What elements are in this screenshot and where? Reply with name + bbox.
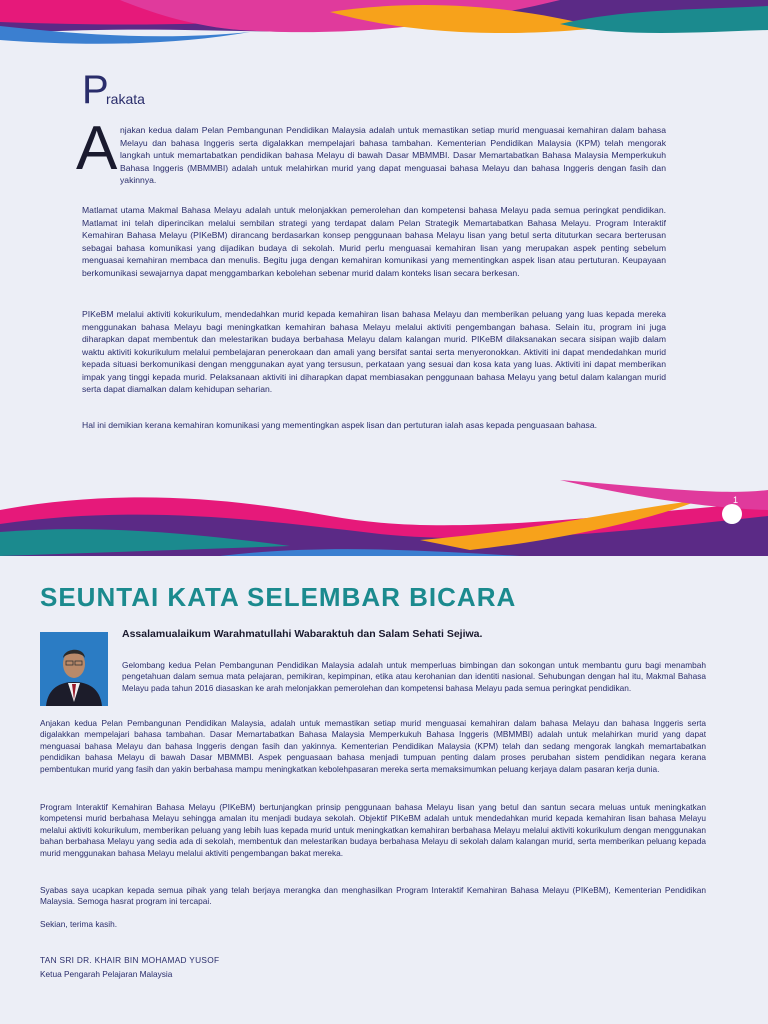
paragraph: Gelombang kedua Pelan Pembangunan Pendidikan Malaysia adalah untuk memperluas bimbingan dan sokongan untuk membantu guru bagi menambah pengetahuan dalam semua mata pelajaran, pemikiran, kepimpinan, etika atau kerohanian dan identiti nasional. Sehubungan dengan hal itu, Makmal Bahasa Melayu pada tahun 2016 diasaskan ke arah melonjakkan pemerolehan dan kompetensi bahasa Melayu pada semua peringkat pendidikan. [122,660,706,693]
greeting: Assalamualaikum Warahmatullahi Wabaraktuh dan Salam Sehati Sejiwa. [122,628,483,640]
signatory-title: Ketua Pengarah Pelajaran Malaysia [40,969,173,979]
closing-line: Sekian, terima kasih. [40,919,118,929]
paragraph: PIKeBM melalui aktiviti kokurikulum, mendedahkan murid kepada kemahiran lisan bahasa Melayu dan memberikan peluang yang luas kepada mereka menggunakan bahasa Melayu bagi meningkatkan kemahiran bahasa Melayu melalui aktiviti pengembangan bahasa. Selain itu, program ini juga diharapkan dapat membentuk dan melestarikan budaya berbahasa Melayu dalam kalangan murid. PIKeBM dilaksanakan secara sisipan wajib dalam waktu aktiviti kokurikulum melalui pembelajaran penerokaan dan amali yang bersifat santai serta menyeronokkan. Aktiviti ini dapat mendedahkan murid kepada situasi berkomunikasi dengan menggunakan ayat yang tersusun, perkataan yang sesuai dan kosa kata yang luas. Aktiviti ini dapat memberikan impak yang tinggi kepada murid. Pelaksanaan aktiviti ini diharapkan dapat membiasakan penggunaan bahasa Melayu yang betul dalam kalangan murid serta dapat diamalkan dalam kehidupan seharian. [82,309,666,394]
paragraph: Program Interaktif Kemahiran Bahasa Melayu (PIKeBM) bertunjangkan prinsip penggunaan bahasa Melayu lisan yang betul dan santun secara meluas untuk meningkatkan kompetensi murid berbahasa Melayu sehingga amalan itu menjadi budaya sekolah. Objektif PIKeBM adalah untuk mendedahkan murid kepada kemahiran lisan bahasa Melayu melalui aktiviti kokurikulum, memberikan peluang yang lebih luas kepada murid untuk meningkatkan kemahiran berbahasa Melayu melalui aktiviti kokurikulum dengan menggunakan bahan berbahasa Melayu yang sedia ada di sekolah, membentuk dan melestarikan budaya berbahasa Melayu di sekolah dalam kalangan murid, serta memberikan peluang kepada murid menggunakan bahasa Melayu melalui aktiviti pengembangan bakat mereka. [40,802,706,858]
portrait-photo [40,632,108,706]
paragraph: Matlamat utama Makmal Bahasa Melayu adalah untuk melonjakkan pemerolehan dan kompetensi bahasa Melayu pada semua peringkat pendidikan. Matlamat ini telah diperincikan melalui sembilan strategi yang terdapat dalam Pelan Strategik Memartabatkan Bahasa Melayu. Program Interaktif Kemahiran Bahasa Melayu (PIKeBM) dirancang berdasarkan konsep penggunaan bahasa Melayu lisan yang betul serta dituturkan secara berterusan sebagai bahasa komunikasi yang dijadikan budaya di sekolah. Murid perlu menguasai kemahiran lisan yang merupakan aspek penting sebelum menguasai kemahiran membaca dan menulis. Begitu juga dengan kemahiran komunikasi yang mementingkan aspek lisan atau pertuturan. Keupayaan berkomunikasi sewajarnya dapat menggambarkan kebolehan sebenar murid dalam konteks lisan secara berkesan. [82,205,666,278]
message-page [0,556,768,1024]
paragraph: Anjakan kedua Pelan Pembangunan Pendidikan Malaysia, adalah untuk memastikan setiap murid menguasai kemahiran dalam bahasa Melayu dan bahasa Inggeris serta digalakkan mempelajari bahasa tambahan. Dasar Memartabatkan Bahasa Malaysia Memperkukuh Bahasa Inggeris (MBMMBI) adalah untuk melahirkan murid yang dapat menguasai bahasa Melayu dan bahasa Inggeris dengan fasih dan yakinnya. Kementerian Pendidikan Malaysia (KPM) telah dan sedang mengorak langkah memartabatkan pendidikan bahasa Melayu di bawah Dasar MBMMBI. Aspek penguasaan bahasa menjadi tumpuan penting dalam proses perubahan sistem pendidikan negara kerana pembentukan murid yang fasih dan yakin berbahasa mampu meningkatkan kebolehpasaran mereka serta memaksimumkan peluang kerjaya dalam pasaran kerja dunia. [40,718,706,774]
drop-cap: A [76,114,118,183]
page-title: rakata [106,91,145,107]
section-heading: SEUNTAI KATA SELEMBAR BICARA [40,582,517,612]
page-number: 1 [733,495,739,505]
decorative-wave-bottom [0,480,768,556]
paragraph: njakan kedua dalam Pelan Pembangunan Pendidikan Malaysia adalah untuk memastikan setiap murid menguasai kemahiran dalam bahasa Melayu dan bahasa Inggeris serta digalakkan mempelajari bahasa tambahan. Kementerian Pendidikan Malaysia (KPM) telah mengorak langkah untuk memartabatkan pendidikan bahasa Melayu di bawah Dasar MBMMBI. Dasar Memartabatkan Bahasa Malaysia Memperkukuh Bahasa Inggeris (MBMMBI) adalah untuk melahirkan murid yang dapat menguasai bahasa Melayu dan bahasa Inggeris dengan fasih dan yakinnya. [120,125,666,185]
paragraph: Syabas saya ucapkan kepada semua pihak yang telah berjaya merangka dan menghasilkan Program Interaktif Kemahiran Bahasa Melayu (PIKeBM), Kementerian Pendidikan Malaysia. Semoga hasrat program ini tercapai. [40,885,706,907]
page-number-badge [722,504,742,524]
paragraph: Hal ini demikian kerana kemahiran komunikasi yang mementingkan aspek lisan dan pertuturan ialah asas kepada penguasaan bahasa. [82,420,597,430]
title-initial: P [82,68,109,112]
decorative-wave-top [0,0,768,60]
signatory-name: TAN SRI DR. KHAIR BIN MOHAMAD YUSOF [40,955,220,965]
